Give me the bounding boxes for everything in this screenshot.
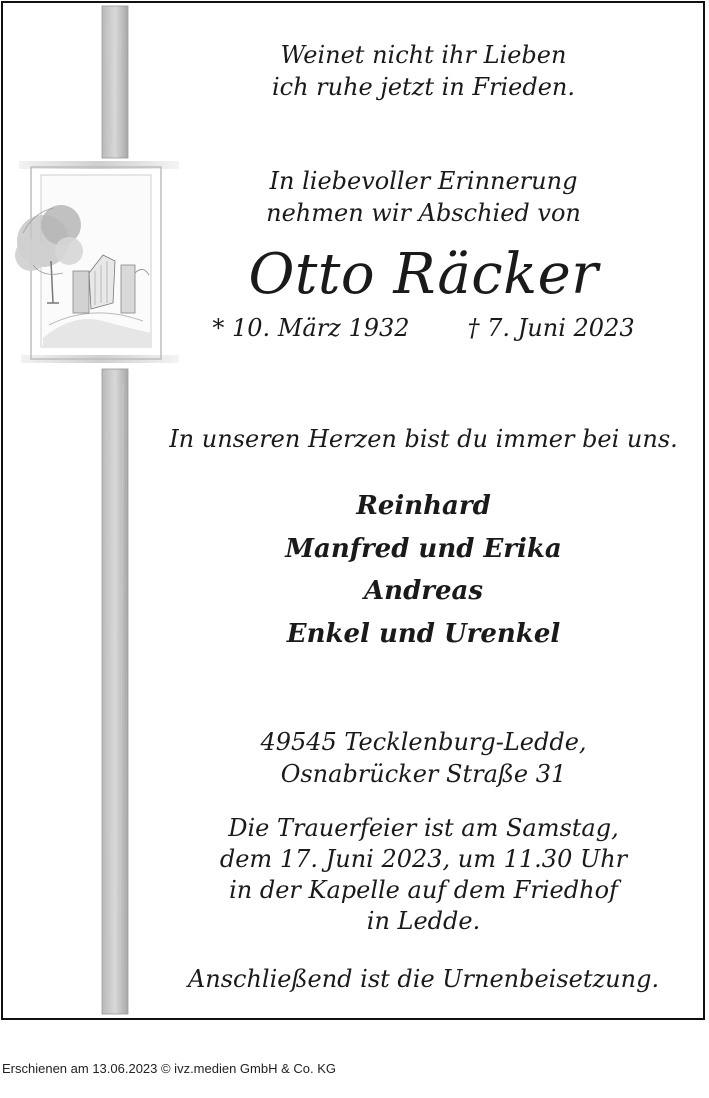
- funeral-line: in Ledde.: [366, 907, 481, 935]
- publication-footer: Erschienen am 13.06.2023 © ivz.medien GmbH & Co. KG: [2, 1061, 337, 1076]
- birth-date: * 10. März 1932: [212, 314, 410, 342]
- funeral-info: [153, 813, 694, 937]
- closing-line: Anschließend ist die Urnenbeisetzung.: [187, 965, 660, 993]
- family-member: Andreas: [364, 576, 483, 606]
- death-date: † 7. Juni 2023: [467, 314, 635, 342]
- remembrance-line: In unseren Herzen bist du immer bei uns.: [169, 425, 678, 453]
- intro-line: nehmen wir Abschied von: [266, 199, 581, 227]
- verse: [153, 39, 694, 103]
- family-member: Manfred und Erika: [285, 533, 562, 564]
- family-list: [153, 485, 694, 655]
- intro-line: In liebevoller Erinnerung: [269, 167, 578, 195]
- verse-line: ich ruhe jetzt in Frieden.: [271, 73, 576, 101]
- deceased-name: Otto Räcker: [248, 242, 599, 307]
- funeral-line: Die Trauerfeier ist am Samstag,: [228, 814, 619, 842]
- funeral-line: dem 17. Juni 2023, um 11.30 Uhr: [219, 845, 628, 873]
- obituary-frame: [1, 1, 705, 1020]
- address-line: 49545 Tecklenburg-Ledde,: [260, 728, 587, 756]
- family-member: Enkel und Urenkel: [286, 618, 561, 649]
- address: [153, 726, 694, 790]
- life-dates: [153, 313, 694, 343]
- funeral-line: in der Kapelle auf dem Friedhof: [229, 876, 618, 904]
- family-member: Reinhard: [356, 491, 491, 521]
- address-line: Osnabrücker Straße 31: [280, 760, 567, 788]
- intro: [153, 165, 694, 229]
- verse-line: Weinet nicht ihr Lieben: [280, 41, 567, 69]
